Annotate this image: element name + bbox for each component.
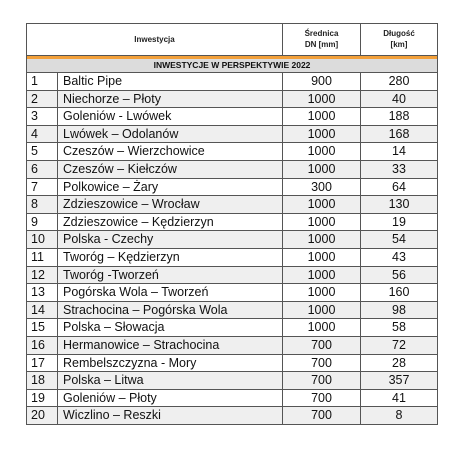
row-number: 8 (27, 196, 58, 214)
header-length-line2: [km] (390, 40, 408, 49)
table-row (27, 108, 438, 126)
row-length: 98 (361, 301, 438, 319)
table-row (27, 336, 438, 354)
row-diameter: 1000 (283, 160, 361, 178)
row-diameter: 1000 (283, 108, 361, 126)
row-length: 56 (361, 266, 438, 284)
table-row (27, 319, 438, 337)
table-row (27, 248, 438, 266)
header-diameter-line2: DN [mm] (304, 40, 339, 49)
row-diameter: 700 (283, 354, 361, 372)
table-row (27, 231, 438, 249)
row-diameter: 700 (283, 336, 361, 354)
row-number: 3 (27, 108, 58, 126)
row-name: Strachocina – Pogórska Wola (58, 301, 283, 319)
row-name: Goleniów – Płoty (58, 389, 283, 407)
table-row (27, 125, 438, 143)
row-diameter: 900 (283, 73, 361, 91)
row-number: 17 (27, 354, 58, 372)
row-diameter: 700 (283, 407, 361, 425)
row-diameter: 700 (283, 389, 361, 407)
row-name: Polska - Czechy (58, 231, 283, 249)
table-body (27, 73, 438, 425)
row-name: Pogórska Wola – Tworzeń (58, 284, 283, 302)
row-number: 10 (27, 231, 58, 249)
row-length: 41 (361, 389, 438, 407)
row-name: Zdzieszowice – Kędzierzyn (58, 213, 283, 231)
row-diameter: 1000 (283, 143, 361, 161)
row-length: 54 (361, 231, 438, 249)
row-name: Czeszów – Wierzchowice (58, 143, 283, 161)
row-name: Zdzieszowice – Wrocław (58, 196, 283, 214)
row-length: 168 (361, 125, 438, 143)
table-row (27, 213, 438, 231)
table-row (27, 407, 438, 425)
row-number: 9 (27, 213, 58, 231)
table-row (27, 266, 438, 284)
row-name: Czeszów – Kiełczów (58, 160, 283, 178)
table-row (27, 284, 438, 302)
row-diameter: 1000 (283, 266, 361, 284)
row-name: Rembelszczyzna - Mory (58, 354, 283, 372)
row-name: Lwówek – Odolanów (58, 125, 283, 143)
row-number: 12 (27, 266, 58, 284)
table-row (27, 160, 438, 178)
row-number: 7 (27, 178, 58, 196)
row-length: 40 (361, 90, 438, 108)
row-length: 14 (361, 143, 438, 161)
row-number: 16 (27, 336, 58, 354)
row-number: 4 (27, 125, 58, 143)
row-diameter: 1000 (283, 90, 361, 108)
row-length: 58 (361, 319, 438, 337)
row-number: 6 (27, 160, 58, 178)
header-investment: Inwestycja (27, 24, 283, 56)
row-diameter: 1000 (283, 231, 361, 249)
row-number: 13 (27, 284, 58, 302)
row-length: 280 (361, 73, 438, 91)
row-diameter: 1000 (283, 284, 361, 302)
row-name: Wiczlino – Reszki (58, 407, 283, 425)
row-length: 8 (361, 407, 438, 425)
row-diameter: 300 (283, 178, 361, 196)
row-number: 20 (27, 407, 58, 425)
table-row (27, 178, 438, 196)
table-row (27, 372, 438, 390)
row-length: 33 (361, 160, 438, 178)
section-title: INWESTYCJE W PERSPEKTYWIE 2022 (27, 59, 438, 73)
table-row (27, 90, 438, 108)
row-length: 28 (361, 354, 438, 372)
row-name: Tworóg -Tworzeń (58, 266, 283, 284)
row-name: Polska – Słowacja (58, 319, 283, 337)
row-length: 357 (361, 372, 438, 390)
row-name: Polska – Litwa (58, 372, 283, 390)
row-length: 188 (361, 108, 438, 126)
row-number: 5 (27, 143, 58, 161)
row-diameter: 1000 (283, 319, 361, 337)
row-name: Polkowice – Żary (58, 178, 283, 196)
table-row (27, 196, 438, 214)
row-name: Hermanowice – Strachocina (58, 336, 283, 354)
row-diameter: 1000 (283, 213, 361, 231)
row-number: 14 (27, 301, 58, 319)
row-diameter: 700 (283, 372, 361, 390)
header-diameter (283, 24, 361, 56)
table-row (27, 389, 438, 407)
row-name: Goleniów - Lwówek (58, 108, 283, 126)
row-number: 2 (27, 90, 58, 108)
row-name: Tworóg – Kędzierzyn (58, 248, 283, 266)
row-diameter: 1000 (283, 125, 361, 143)
row-length: 72 (361, 336, 438, 354)
header-length-line1: Długość (383, 29, 415, 38)
row-length: 64 (361, 178, 438, 196)
row-name: Baltic Pipe (58, 73, 283, 91)
table-row (27, 143, 438, 161)
row-name: Niechorze – Płoty (58, 90, 283, 108)
table-row (27, 301, 438, 319)
row-number: 18 (27, 372, 58, 390)
investments-table (26, 23, 438, 425)
row-number: 15 (27, 319, 58, 337)
row-number: 1 (27, 73, 58, 91)
row-length: 19 (361, 213, 438, 231)
table-header-row (27, 24, 438, 56)
row-length: 130 (361, 196, 438, 214)
row-length: 43 (361, 248, 438, 266)
row-number: 11 (27, 248, 58, 266)
row-diameter: 1000 (283, 196, 361, 214)
header-diameter-line1: Średnica (304, 29, 339, 38)
table-row (27, 354, 438, 372)
row-diameter: 1000 (283, 301, 361, 319)
row-number: 19 (27, 389, 58, 407)
row-length: 160 (361, 284, 438, 302)
section-row (27, 59, 438, 73)
row-diameter: 1000 (283, 248, 361, 266)
header-length (361, 24, 438, 56)
table-row (27, 73, 438, 91)
